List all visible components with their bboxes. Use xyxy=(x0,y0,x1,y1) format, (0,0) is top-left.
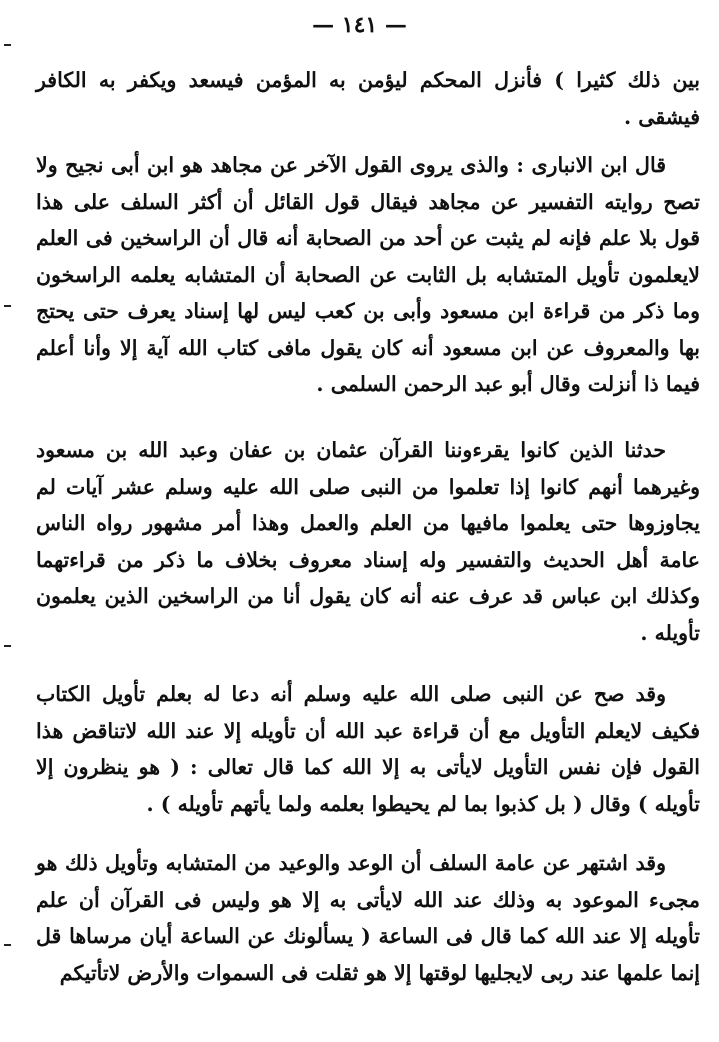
paragraph-haddathana xyxy=(36,432,700,651)
paragraph-ibn-al-anbari xyxy=(36,147,700,403)
margin-tick-mark xyxy=(4,944,11,946)
paragraph-text: حدثنا الذين كانوا يقرءوننا القرآن عثمان بن عفان وعبد الله بن مسعود وغيرهما أنهم كانوا إذا تعلموا من النبى صلى الله عليه وسلم عشر آيات لم يجاوزوها حتى يعلموا مافيها من العلم والعمل وهذا أمر مشهور رواه الناس عامة أهل الحديث والتفسير وله إسناد معروف بخلاف ما ذكر من قراءتهما وكذلك ابن عباس قد عرف عنه أنه كان يقول أنا من الراسخين الذين يعلمون تأويله . xyxy=(36,438,700,645)
paragraph-text: بين ذلك كثيرا ) فأنزل المحكم ليؤمن به المؤمن فيسعد ويكفر به الكافر فيشقى . xyxy=(36,68,700,129)
page-number-header: — ١٤١ — xyxy=(312,12,407,38)
paragraph-wa-qad-sahha xyxy=(36,676,700,822)
paragraph-text: قال ابن الانبارى : والذى يروى القول الآخر عن مجاهد هو ابن أبى نجيح ولا تصح روايته التفسير عن مجاهد فيقال قول القائل أن أكثر السلف على هذا قول بلا علم فإنه لم يثبت عن أحد من الصحابة أنه قال أن الراسخين فى العلم لايعلمون تأويل المتشابه بل الثابت عن الصحابة أن المتشابه يعلمه الراسخون وما ذكر من قراءة ابن مسعود وأبى بن كعب ليس لها إسناد يعرف حتى يحتج بها والمعروف عن ابن مسعود أنه كان يقول مافى كتاب الله آية إلا وأنا أعلم فيما ذا أنزلت وقال أبو عبد الرحمن السلمى . xyxy=(36,153,700,396)
margin-tick-mark xyxy=(4,44,11,46)
paragraph-text: وقد صح عن النبى صلى الله عليه وسلم أنه دعا له بعلم تأويل الكتاب فكيف لايعلم التأويل مع أن قراءة عبد الله أن تأويله إلا عند الله لاتناقض هذا القول فإن نفس التأويل لايأتى به إلا الله كما قال تعالى : ( هو ينظرون إلا تأويله ) وقال ( بل كذبوا بما لم يحيطوا بعلمه ولما يأتهم تأويله ) . xyxy=(36,682,700,816)
paragraph-text: وقد اشتهر عن عامة السلف أن الوعد والوعيد من المتشابه وتأويل ذلك هو مجىء الموعود به وذلك عند الله لايأتى به إلا هو وليس فى القرآن أن علم تأويله إلا عند الله كما قال فى الساعة ( يسألونك عن الساعة أيان مرساها قل إنما علمها عند ربى لايجليها لوقتها إلا هو ثقلت فى السموات والأرض لاتأتيكم xyxy=(36,851,700,985)
margin-tick-mark xyxy=(4,305,11,307)
margin-tick-mark xyxy=(4,645,11,647)
paragraph-continuation xyxy=(36,62,700,135)
paragraph-wa-qad-ishtahara xyxy=(36,845,700,991)
